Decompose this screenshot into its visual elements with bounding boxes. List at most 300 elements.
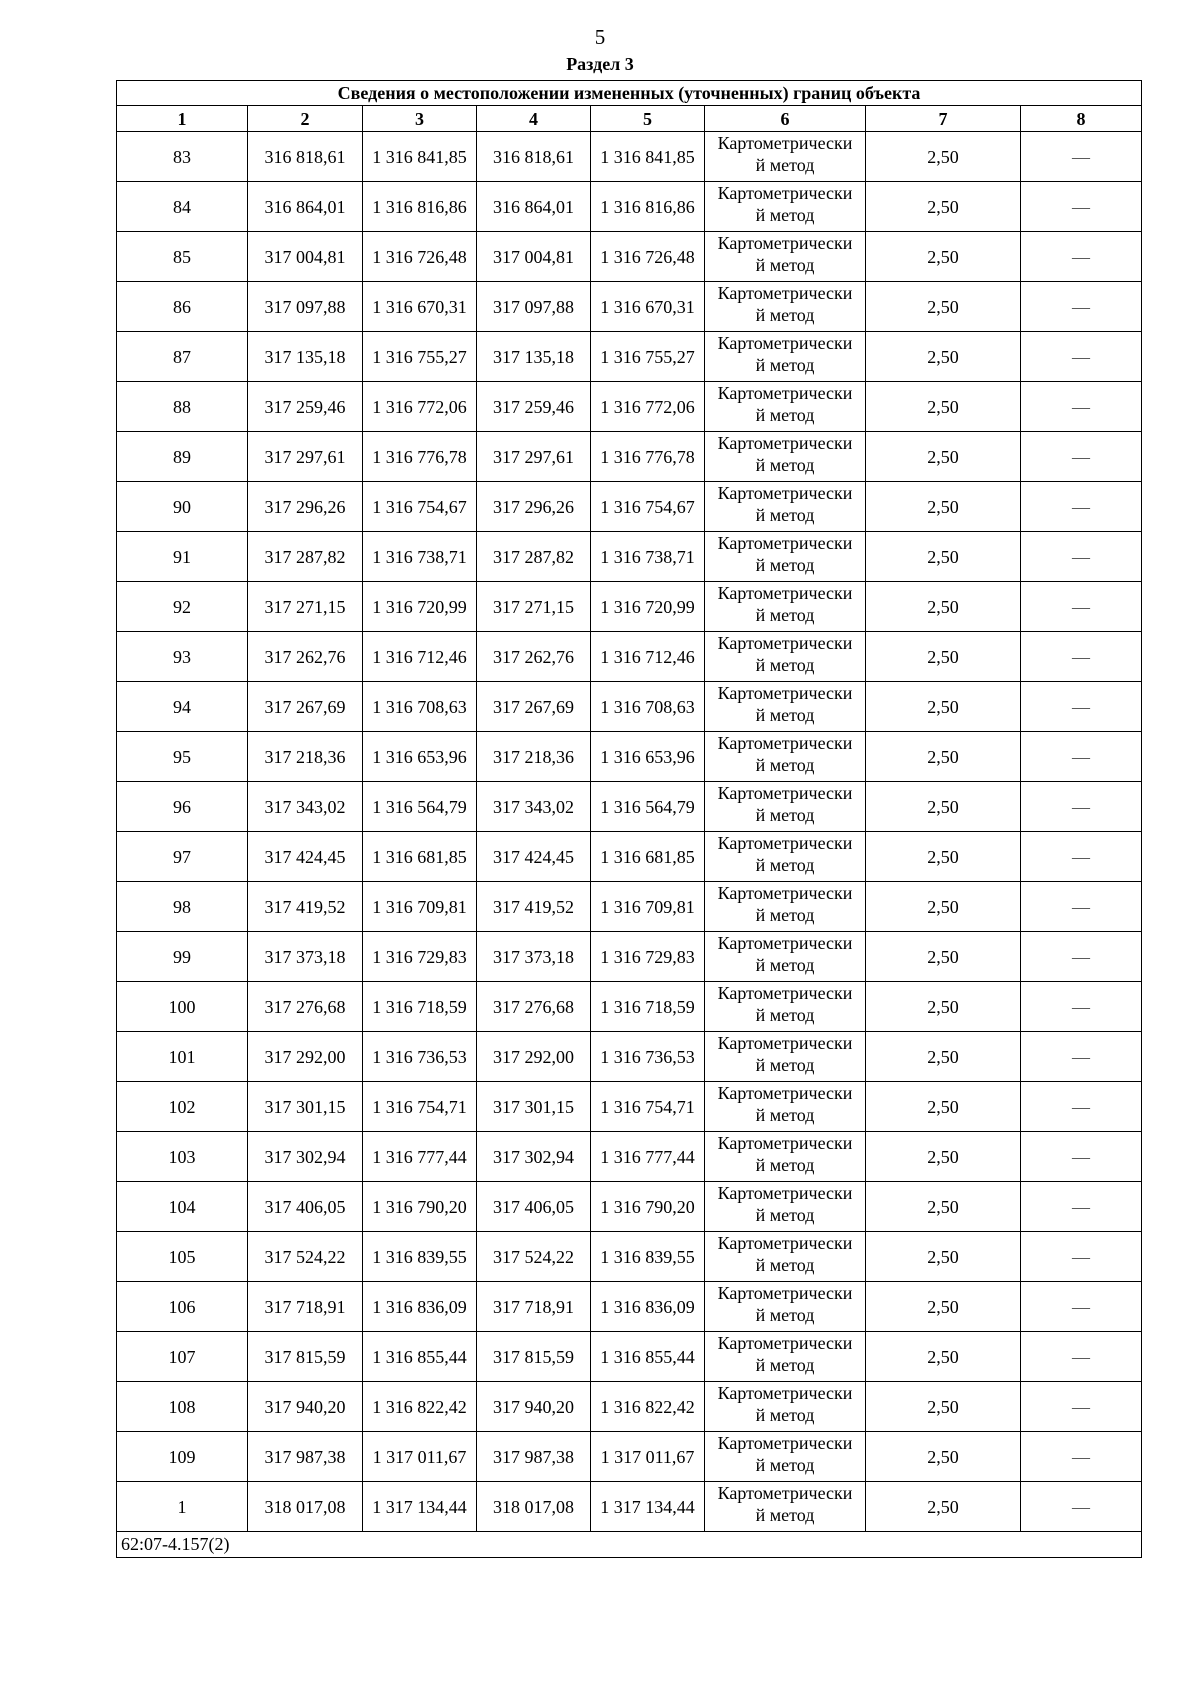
y-existing-cell: 1 316 841,85: [363, 132, 477, 182]
y-refined-cell: 1 316 708,63: [591, 682, 705, 732]
accuracy-cell: 2,50: [866, 382, 1021, 432]
x-existing-cell: 317 301,15: [248, 1082, 363, 1132]
method-cell: [705, 732, 866, 782]
table-row: [117, 432, 1142, 482]
method-text-line-1: Картометрически: [717, 283, 853, 303]
method-text-line-1: Картометрически: [717, 1433, 853, 1453]
table-row: [117, 632, 1142, 682]
accuracy-cell: 2,50: [866, 932, 1021, 982]
method-cell: [705, 382, 866, 432]
x-existing-cell: 317 302,94: [248, 1132, 363, 1182]
x-refined-cell: 317 262,76: [477, 632, 591, 682]
method-text-line-2: й метод: [755, 555, 815, 575]
method-cell: [705, 682, 866, 732]
accuracy-cell: 2,50: [866, 882, 1021, 932]
point-number-cell: 104: [117, 1182, 248, 1232]
y-existing-cell: 1 316 822,42: [363, 1382, 477, 1432]
table-footer-row: [117, 1532, 1142, 1558]
accuracy-cell: 2,50: [866, 282, 1021, 332]
x-existing-cell: 317 373,18: [248, 932, 363, 982]
method-cell: [705, 582, 866, 632]
method-text-line-2: й метод: [755, 755, 815, 775]
method-text-line-2: й метод: [755, 1355, 815, 1375]
y-existing-cell: 1 316 709,81: [363, 882, 477, 932]
accuracy-cell: 2,50: [866, 582, 1021, 632]
column-number-5: 5: [591, 106, 705, 132]
accuracy-cell: 2,50: [866, 432, 1021, 482]
x-existing-cell: 317 296,26: [248, 482, 363, 532]
x-refined-cell: 317 097,88: [477, 282, 591, 332]
table-row: [117, 182, 1142, 232]
y-existing-cell: 1 317 011,67: [363, 1432, 477, 1482]
section-title: Раздел 3: [566, 54, 634, 74]
point-description-cell: —: [1021, 532, 1142, 582]
accuracy-cell: 2,50: [866, 982, 1021, 1032]
table-row: [117, 1432, 1142, 1482]
y-refined-cell: 1 316 839,55: [591, 1232, 705, 1282]
method-cell: [705, 1232, 866, 1282]
method-text-line-1: Картометрически: [717, 1483, 853, 1503]
x-refined-cell: 317 301,15: [477, 1082, 591, 1132]
accuracy-cell: 2,50: [866, 1032, 1021, 1082]
y-existing-cell: 1 316 754,67: [363, 482, 477, 532]
accuracy-cell: 2,50: [866, 832, 1021, 882]
y-refined-cell: 1 317 134,44: [591, 1482, 705, 1532]
table-row: [117, 682, 1142, 732]
x-refined-cell: 317 302,94: [477, 1132, 591, 1182]
point-number-cell: 92: [117, 582, 248, 632]
column-number-3: 3: [363, 106, 477, 132]
point-description-cell: —: [1021, 1482, 1142, 1532]
table-row: [117, 732, 1142, 782]
cadastral-reference: 62:07-4.157(2): [117, 1532, 1142, 1558]
method-text-line-1: Картометрически: [717, 433, 853, 453]
x-existing-cell: 318 017,08: [248, 1482, 363, 1532]
x-existing-cell: 317 287,82: [248, 532, 363, 582]
point-description-cell: —: [1021, 782, 1142, 832]
point-number-cell: 88: [117, 382, 248, 432]
y-refined-cell: 1 316 822,42: [591, 1382, 705, 1432]
column-number-2: 2: [248, 106, 363, 132]
table-row: [117, 1032, 1142, 1082]
point-number-cell: 90: [117, 482, 248, 532]
column-number-8: 8: [1021, 106, 1142, 132]
table-row: [117, 1482, 1142, 1532]
method-text-line-2: й метод: [755, 1005, 815, 1025]
x-refined-cell: 317 373,18: [477, 932, 591, 982]
method-text-line-2: й метод: [755, 205, 815, 225]
method-text-line-2: й метод: [755, 405, 815, 425]
point-description-cell: —: [1021, 1232, 1142, 1282]
y-refined-cell: 1 316 841,85: [591, 132, 705, 182]
accuracy-cell: 2,50: [866, 1432, 1021, 1482]
x-refined-cell: 317 419,52: [477, 882, 591, 932]
accuracy-cell: 2,50: [866, 682, 1021, 732]
x-existing-cell: 316 864,01: [248, 182, 363, 232]
method-text-line-2: й метод: [755, 1205, 815, 1225]
x-existing-cell: 317 097,88: [248, 282, 363, 332]
x-existing-cell: 317 262,76: [248, 632, 363, 682]
method-text-line-1: Картометрически: [717, 1183, 853, 1203]
point-number-cell: 106: [117, 1282, 248, 1332]
y-refined-cell: 1 316 564,79: [591, 782, 705, 832]
method-text-line-1: Картометрически: [717, 733, 853, 753]
y-existing-cell: 1 316 816,86: [363, 182, 477, 232]
y-refined-cell: 1 317 011,67: [591, 1432, 705, 1482]
y-existing-cell: 1 316 653,96: [363, 732, 477, 782]
method-text-line-1: Картометрически: [717, 983, 853, 1003]
x-refined-cell: 317 297,61: [477, 432, 591, 482]
method-cell: [705, 1482, 866, 1532]
point-number-cell: 87: [117, 332, 248, 382]
table-row: [117, 282, 1142, 332]
y-refined-cell: 1 316 738,71: [591, 532, 705, 582]
y-existing-cell: 1 316 681,85: [363, 832, 477, 882]
method-text-line-1: Картометрически: [717, 933, 853, 953]
x-refined-cell: 317 276,68: [477, 982, 591, 1032]
point-description-cell: —: [1021, 582, 1142, 632]
y-refined-cell: 1 316 712,46: [591, 632, 705, 682]
method-text-line-1: Картометрически: [717, 1283, 853, 1303]
y-existing-cell: 1 316 777,44: [363, 1132, 477, 1182]
accuracy-cell: 2,50: [866, 1482, 1021, 1532]
method-cell: [705, 1432, 866, 1482]
point-description-cell: —: [1021, 482, 1142, 532]
method-cell: [705, 1032, 866, 1082]
method-text-line-1: Картометрически: [717, 1033, 853, 1053]
point-number-cell: 83: [117, 132, 248, 182]
method-text-line-1: Картометрически: [717, 1083, 853, 1103]
method-text-line-1: Картометрически: [717, 783, 853, 803]
column-number-6: 6: [705, 106, 866, 132]
point-number-cell: 86: [117, 282, 248, 332]
y-existing-cell: 1 316 755,27: [363, 332, 477, 382]
x-refined-cell: 316 818,61: [477, 132, 591, 182]
y-existing-cell: 1 316 738,71: [363, 532, 477, 582]
method-cell: [705, 182, 866, 232]
method-text-line-1: Картометрически: [717, 133, 853, 153]
x-existing-cell: 317 135,18: [248, 332, 363, 382]
y-existing-cell: 1 316 839,55: [363, 1232, 477, 1282]
point-number-cell: 98: [117, 882, 248, 932]
point-number-cell: 108: [117, 1382, 248, 1432]
table-row: [117, 532, 1142, 582]
x-existing-cell: 317 815,59: [248, 1332, 363, 1382]
x-refined-cell: 317 218,36: [477, 732, 591, 782]
x-refined-cell: 317 271,15: [477, 582, 591, 632]
method-text-line-1: Картометрически: [717, 483, 853, 503]
method-cell: [705, 1382, 866, 1432]
x-existing-cell: 316 818,61: [248, 132, 363, 182]
y-existing-cell: 1 316 726,48: [363, 232, 477, 282]
point-number-cell: 84: [117, 182, 248, 232]
table-row: [117, 782, 1142, 832]
method-text-line-2: й метод: [755, 1455, 815, 1475]
point-description-cell: —: [1021, 132, 1142, 182]
method-text-line-2: й метод: [755, 805, 815, 825]
x-existing-cell: 317 343,02: [248, 782, 363, 832]
point-description-cell: —: [1021, 632, 1142, 682]
method-text-line-1: Картометрически: [717, 333, 853, 353]
method-text-line-2: й метод: [755, 1405, 815, 1425]
y-existing-cell: 1 316 718,59: [363, 982, 477, 1032]
method-text-line-2: й метод: [755, 155, 815, 175]
y-refined-cell: 1 316 776,78: [591, 432, 705, 482]
method-text-line-2: й метод: [755, 305, 815, 325]
method-cell: [705, 482, 866, 532]
method-text-line-1: Картометрически: [717, 883, 853, 903]
x-existing-cell: 317 259,46: [248, 382, 363, 432]
point-number-cell: 1: [117, 1482, 248, 1532]
x-refined-cell: 317 718,91: [477, 1282, 591, 1332]
method-text-line-2: й метод: [755, 1305, 815, 1325]
point-number-cell: 89: [117, 432, 248, 482]
table-row: [117, 232, 1142, 282]
method-cell: [705, 132, 866, 182]
accuracy-cell: 2,50: [866, 1332, 1021, 1382]
method-text-line-2: й метод: [755, 1155, 815, 1175]
table-caption-row: [117, 81, 1142, 106]
table-body: [117, 132, 1142, 1532]
method-text-line-1: Картометрически: [717, 833, 853, 853]
x-refined-cell: 317 815,59: [477, 1332, 591, 1382]
point-number-cell: 103: [117, 1132, 248, 1182]
accuracy-cell: 2,50: [866, 532, 1021, 582]
y-refined-cell: 1 316 670,31: [591, 282, 705, 332]
accuracy-cell: 2,50: [866, 1282, 1021, 1332]
y-refined-cell: 1 316 754,71: [591, 1082, 705, 1132]
method-text-line-2: й метод: [755, 705, 815, 725]
method-text-line-1: Картометрически: [717, 183, 853, 203]
y-existing-cell: 1 316 720,99: [363, 582, 477, 632]
x-existing-cell: 317 267,69: [248, 682, 363, 732]
table-row: [117, 932, 1142, 982]
method-cell: [705, 232, 866, 282]
accuracy-cell: 2,50: [866, 632, 1021, 682]
accuracy-cell: 2,50: [866, 332, 1021, 382]
accuracy-cell: 2,50: [866, 132, 1021, 182]
x-existing-cell: 317 406,05: [248, 1182, 363, 1232]
point-description-cell: —: [1021, 1032, 1142, 1082]
point-number-cell: 95: [117, 732, 248, 782]
x-existing-cell: 317 987,38: [248, 1432, 363, 1482]
method-text-line-1: Картометрически: [717, 1233, 853, 1253]
point-description-cell: —: [1021, 232, 1142, 282]
method-cell: [705, 1282, 866, 1332]
method-text-line-2: й метод: [755, 1055, 815, 1075]
method-text-line-2: й метод: [755, 355, 815, 375]
x-refined-cell: 317 135,18: [477, 332, 591, 382]
method-cell: [705, 832, 866, 882]
point-number-cell: 91: [117, 532, 248, 582]
y-refined-cell: 1 316 816,86: [591, 182, 705, 232]
x-existing-cell: 317 940,20: [248, 1382, 363, 1432]
point-number-cell: 94: [117, 682, 248, 732]
table-caption: Сведения о местоположении измененных (уточненных) границ объекта: [117, 81, 1142, 106]
table-row: [117, 1082, 1142, 1132]
x-refined-cell: 317 292,00: [477, 1032, 591, 1082]
accuracy-cell: 2,50: [866, 232, 1021, 282]
x-existing-cell: 317 297,61: [248, 432, 363, 482]
x-refined-cell: 317 296,26: [477, 482, 591, 532]
method-text-line-1: Картометрически: [717, 1333, 853, 1353]
point-description-cell: —: [1021, 282, 1142, 332]
table-row: [117, 332, 1142, 382]
point-description-cell: —: [1021, 1282, 1142, 1332]
x-refined-cell: 317 987,38: [477, 1432, 591, 1482]
method-cell: [705, 882, 866, 932]
point-number-cell: 97: [117, 832, 248, 882]
x-refined-cell: 317 004,81: [477, 232, 591, 282]
y-existing-cell: 1 316 708,63: [363, 682, 477, 732]
point-description-cell: —: [1021, 882, 1142, 932]
y-existing-cell: 1 316 736,53: [363, 1032, 477, 1082]
table-row: [117, 382, 1142, 432]
point-description-cell: —: [1021, 1132, 1142, 1182]
table-row: [117, 882, 1142, 932]
accuracy-cell: 2,50: [866, 182, 1021, 232]
point-description-cell: —: [1021, 682, 1142, 732]
point-number-cell: 102: [117, 1082, 248, 1132]
point-number-cell: 99: [117, 932, 248, 982]
point-description-cell: —: [1021, 982, 1142, 1032]
method-cell: [705, 1132, 866, 1182]
point-description-cell: —: [1021, 1432, 1142, 1482]
x-refined-cell: 318 017,08: [477, 1482, 591, 1532]
y-existing-cell: 1 316 776,78: [363, 432, 477, 482]
x-refined-cell: 317 343,02: [477, 782, 591, 832]
method-text-line-2: й метод: [755, 855, 815, 875]
method-cell: [705, 332, 866, 382]
method-cell: [705, 782, 866, 832]
table-row: [117, 832, 1142, 882]
x-refined-cell: 317 267,69: [477, 682, 591, 732]
y-refined-cell: 1 316 681,85: [591, 832, 705, 882]
accuracy-cell: 2,50: [866, 1382, 1021, 1432]
y-refined-cell: 1 316 777,44: [591, 1132, 705, 1182]
point-description-cell: —: [1021, 1082, 1142, 1132]
method-text-line-2: й метод: [755, 255, 815, 275]
method-text-line-2: й метод: [755, 455, 815, 475]
y-refined-cell: 1 316 754,67: [591, 482, 705, 532]
point-description-cell: —: [1021, 1182, 1142, 1232]
method-text-line-2: й метод: [755, 505, 815, 525]
point-number-cell: 96: [117, 782, 248, 832]
method-text-line-2: й метод: [755, 655, 815, 675]
method-text-line-2: й метод: [755, 1255, 815, 1275]
x-existing-cell: 317 218,36: [248, 732, 363, 782]
x-existing-cell: 317 524,22: [248, 1232, 363, 1282]
point-number-cell: 109: [117, 1432, 248, 1482]
point-number-cell: 101: [117, 1032, 248, 1082]
y-refined-cell: 1 316 836,09: [591, 1282, 705, 1332]
method-text-line-2: й метод: [755, 955, 815, 975]
point-number-cell: 93: [117, 632, 248, 682]
column-number-7: 7: [866, 106, 1021, 132]
accuracy-cell: 2,50: [866, 1132, 1021, 1182]
y-existing-cell: 1 316 729,83: [363, 932, 477, 982]
x-refined-cell: 317 940,20: [477, 1382, 591, 1432]
x-refined-cell: 317 259,46: [477, 382, 591, 432]
accuracy-cell: 2,50: [866, 1232, 1021, 1282]
point-description-cell: —: [1021, 1332, 1142, 1382]
table-row: [117, 132, 1142, 182]
method-text-line-1: Картометрически: [717, 683, 853, 703]
point-description-cell: —: [1021, 332, 1142, 382]
point-number-cell: 105: [117, 1232, 248, 1282]
method-cell: [705, 932, 866, 982]
x-existing-cell: 317 276,68: [248, 982, 363, 1032]
method-text-line-1: Картометрически: [717, 233, 853, 253]
method-cell: [705, 532, 866, 582]
y-refined-cell: 1 316 718,59: [591, 982, 705, 1032]
method-text-line-2: й метод: [755, 1505, 815, 1525]
method-cell: [705, 1332, 866, 1382]
method-text-line-1: Картометрически: [717, 533, 853, 553]
y-existing-cell: 1 316 836,09: [363, 1282, 477, 1332]
table-row: [117, 582, 1142, 632]
method-cell: [705, 1182, 866, 1232]
point-description-cell: —: [1021, 182, 1142, 232]
accuracy-cell: 2,50: [866, 782, 1021, 832]
point-number-cell: 100: [117, 982, 248, 1032]
method-cell: [705, 282, 866, 332]
y-existing-cell: 1 316 754,71: [363, 1082, 477, 1132]
table-row: [117, 1232, 1142, 1282]
x-existing-cell: 317 419,52: [248, 882, 363, 932]
y-existing-cell: 1 316 790,20: [363, 1182, 477, 1232]
point-description-cell: —: [1021, 732, 1142, 782]
accuracy-cell: 2,50: [866, 1082, 1021, 1132]
column-number-row: [117, 106, 1142, 132]
method-cell: [705, 632, 866, 682]
method-text-line-2: й метод: [755, 1105, 815, 1125]
x-existing-cell: 317 292,00: [248, 1032, 363, 1082]
y-refined-cell: 1 316 726,48: [591, 232, 705, 282]
x-refined-cell: 317 287,82: [477, 532, 591, 582]
method-cell: [705, 982, 866, 1032]
y-refined-cell: 1 316 720,99: [591, 582, 705, 632]
method-text-line-1: Картометрически: [717, 633, 853, 653]
accuracy-cell: 2,50: [866, 732, 1021, 782]
method-text-line-1: Картометрически: [717, 1133, 853, 1153]
y-existing-cell: 1 316 564,79: [363, 782, 477, 832]
point-number-cell: 85: [117, 232, 248, 282]
boundary-coordinates-table: [116, 80, 1142, 1558]
table-row: [117, 1332, 1142, 1382]
table-row: [117, 1282, 1142, 1332]
column-number-4: 4: [477, 106, 591, 132]
table-row: [117, 1132, 1142, 1182]
y-refined-cell: 1 316 772,06: [591, 382, 705, 432]
table-row: [117, 1382, 1142, 1432]
accuracy-cell: 2,50: [866, 1182, 1021, 1232]
method-text-line-1: Картометрически: [717, 1383, 853, 1403]
column-number-1: 1: [117, 106, 248, 132]
method-text-line-2: й метод: [755, 605, 815, 625]
page-number: 5: [594, 25, 606, 49]
y-refined-cell: 1 316 755,27: [591, 332, 705, 382]
table-row: [117, 1182, 1142, 1232]
x-existing-cell: 317 004,81: [248, 232, 363, 282]
x-existing-cell: 317 271,15: [248, 582, 363, 632]
y-refined-cell: 1 316 790,20: [591, 1182, 705, 1232]
method-text-line-2: й метод: [755, 905, 815, 925]
point-description-cell: —: [1021, 932, 1142, 982]
y-refined-cell: 1 316 653,96: [591, 732, 705, 782]
point-number-cell: 107: [117, 1332, 248, 1382]
y-existing-cell: 1 316 772,06: [363, 382, 477, 432]
